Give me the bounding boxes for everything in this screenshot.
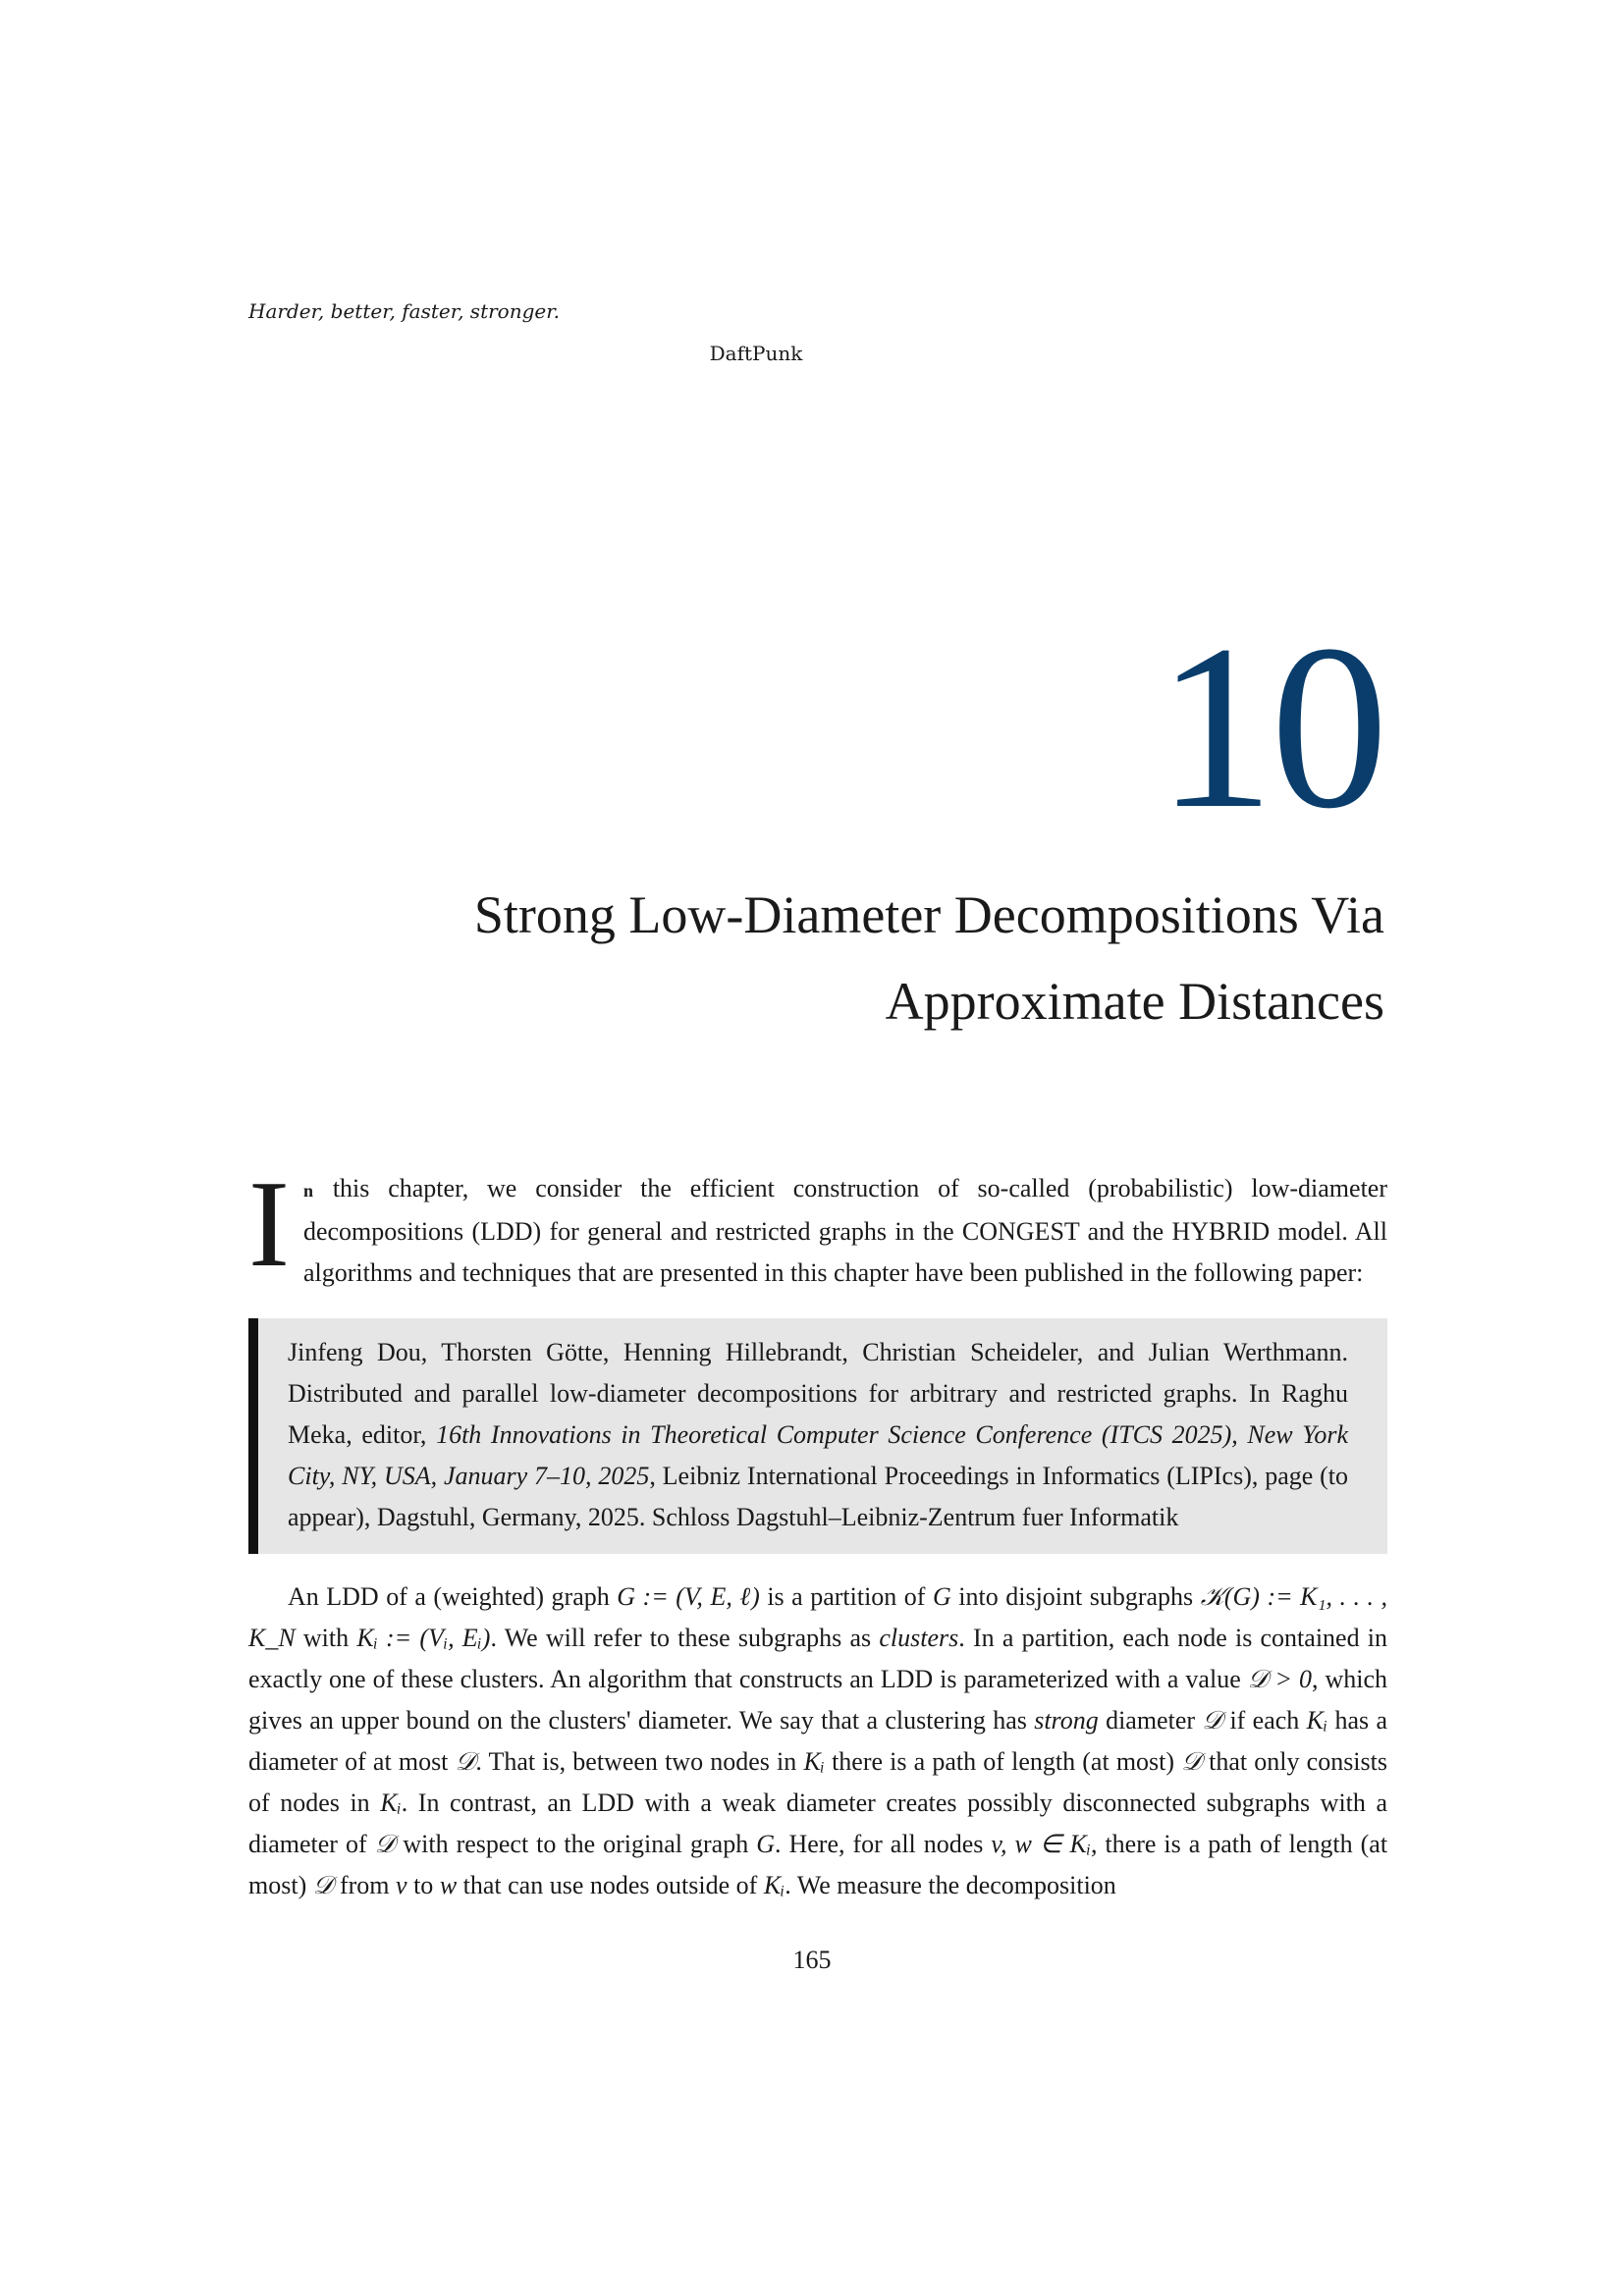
math: Kᵢ [380, 1789, 402, 1817]
citation-box [248, 1318, 1387, 1554]
math: v, w ∈ Kᵢ [991, 1830, 1091, 1858]
math: 𝒟 [1181, 1747, 1202, 1776]
small-caps-text: n [302, 1181, 314, 1201]
text: if each [1229, 1706, 1300, 1735]
page-number: 165 [792, 1946, 832, 1974]
text: , which gives an upper bound on the clusters' diameter. We say that a clustering has [248, 1665, 1387, 1735]
citation-authors: Jinfeng Dou, Thorsten Götte, Henning Hillebrandt, Christian Scheideler, and Julian Werthmann. Distributed and parallel low-diameter decompositions for arbitrary and restricted graphs. In Raghu Meka, editor, [288, 1338, 1348, 1449]
math: G [756, 1830, 775, 1858]
chapter-title [304, 872, 1384, 1044]
text: that only consists of nodes in [248, 1747, 1387, 1817]
text: . Here, for all nodes [774, 1830, 984, 1858]
text: . In a partition, each node is contained in exactly one of these clusters. An algorithm that constructs an LDD is parameterized with a value [248, 1624, 1388, 1693]
text: diameter [1106, 1706, 1196, 1735]
math: Kᵢ [763, 1871, 785, 1899]
text: . We measure the decomposition [785, 1871, 1116, 1899]
math: Kᵢ [1306, 1706, 1328, 1735]
math: G [932, 1582, 951, 1611]
text: , there is a path of length (at most) [248, 1830, 1388, 1899]
body-paragraph [248, 1576, 1387, 1906]
math: Kᵢ [803, 1747, 825, 1776]
text: into disjoint subgraphs [958, 1582, 1194, 1611]
emphasis: strong [1034, 1706, 1099, 1735]
math: G := (V, E, ℓ) [617, 1582, 760, 1611]
math: 𝒟 [312, 1871, 334, 1899]
text: to [413, 1871, 434, 1899]
citation-venue: 16th Innovations in Theoretical Computer Science Conference (ITCS 2025), New York City, NY, USA, January 7–10, 2025 [288, 1420, 1349, 1490]
epigraph-quote: Harder, better, faster, stronger. [248, 299, 560, 323]
epigraph-author: DaftPunk [709, 342, 803, 365]
drop-cap: I [248, 1156, 290, 1293]
text: . We will refer to these subgraphs as [490, 1624, 872, 1652]
text: there is a path of length (at most) [832, 1747, 1175, 1776]
text: . In contrast, an LDD with a weak diameter creates possibly disconnected subgraphs with a diameter of [248, 1789, 1387, 1858]
chapter-title-line-1: Strong Low-Diameter Decompositions Via [473, 885, 1384, 944]
math: 𝒟 [1202, 1706, 1223, 1735]
text: with respect to the original graph [403, 1830, 749, 1858]
text: with [302, 1624, 350, 1652]
chapter-number: 10 [1157, 596, 1384, 857]
citation-rest: , Leibniz International Proceedings in Informatics (LIPIcs), page (to appear), Dagstuhl, Germany, 2025. Schloss Dagstuhl–Leibniz-Zentrum fuer Informatik [288, 1462, 1348, 1531]
text: from [339, 1871, 390, 1899]
math: 𝒦(G) := K₁, . . . , K_N [248, 1582, 1388, 1652]
math: v [396, 1871, 407, 1899]
text: An LDD of a (weighted) graph [288, 1582, 610, 1611]
math: 𝒟 [455, 1747, 476, 1776]
text: that can use nodes outside of [462, 1871, 758, 1899]
intro-text: this chapter, we consider the efficient construction of so-called (probabilistic) low-diameter decompositions (LDD) for general and restricted graphs in the CONGEST and the HYBRID model. All algorithms and techniques that are presented in this chapter have been published in the following paper: [302, 1174, 1387, 1287]
text: is a partition of [767, 1582, 926, 1611]
math: w [439, 1871, 458, 1899]
math: 𝒟 [374, 1830, 396, 1858]
emphasis: clusters [879, 1624, 959, 1652]
text: . That is, between two nodes in [475, 1747, 797, 1776]
chapter-title-line-2: Approximate Distances [885, 972, 1384, 1031]
math: 𝒟 > 0 [1247, 1665, 1312, 1693]
text: has a diameter of at most [248, 1706, 1388, 1776]
intro-paragraph [248, 1156, 1387, 1294]
math: Kᵢ := (Vᵢ, Eᵢ) [356, 1624, 491, 1652]
